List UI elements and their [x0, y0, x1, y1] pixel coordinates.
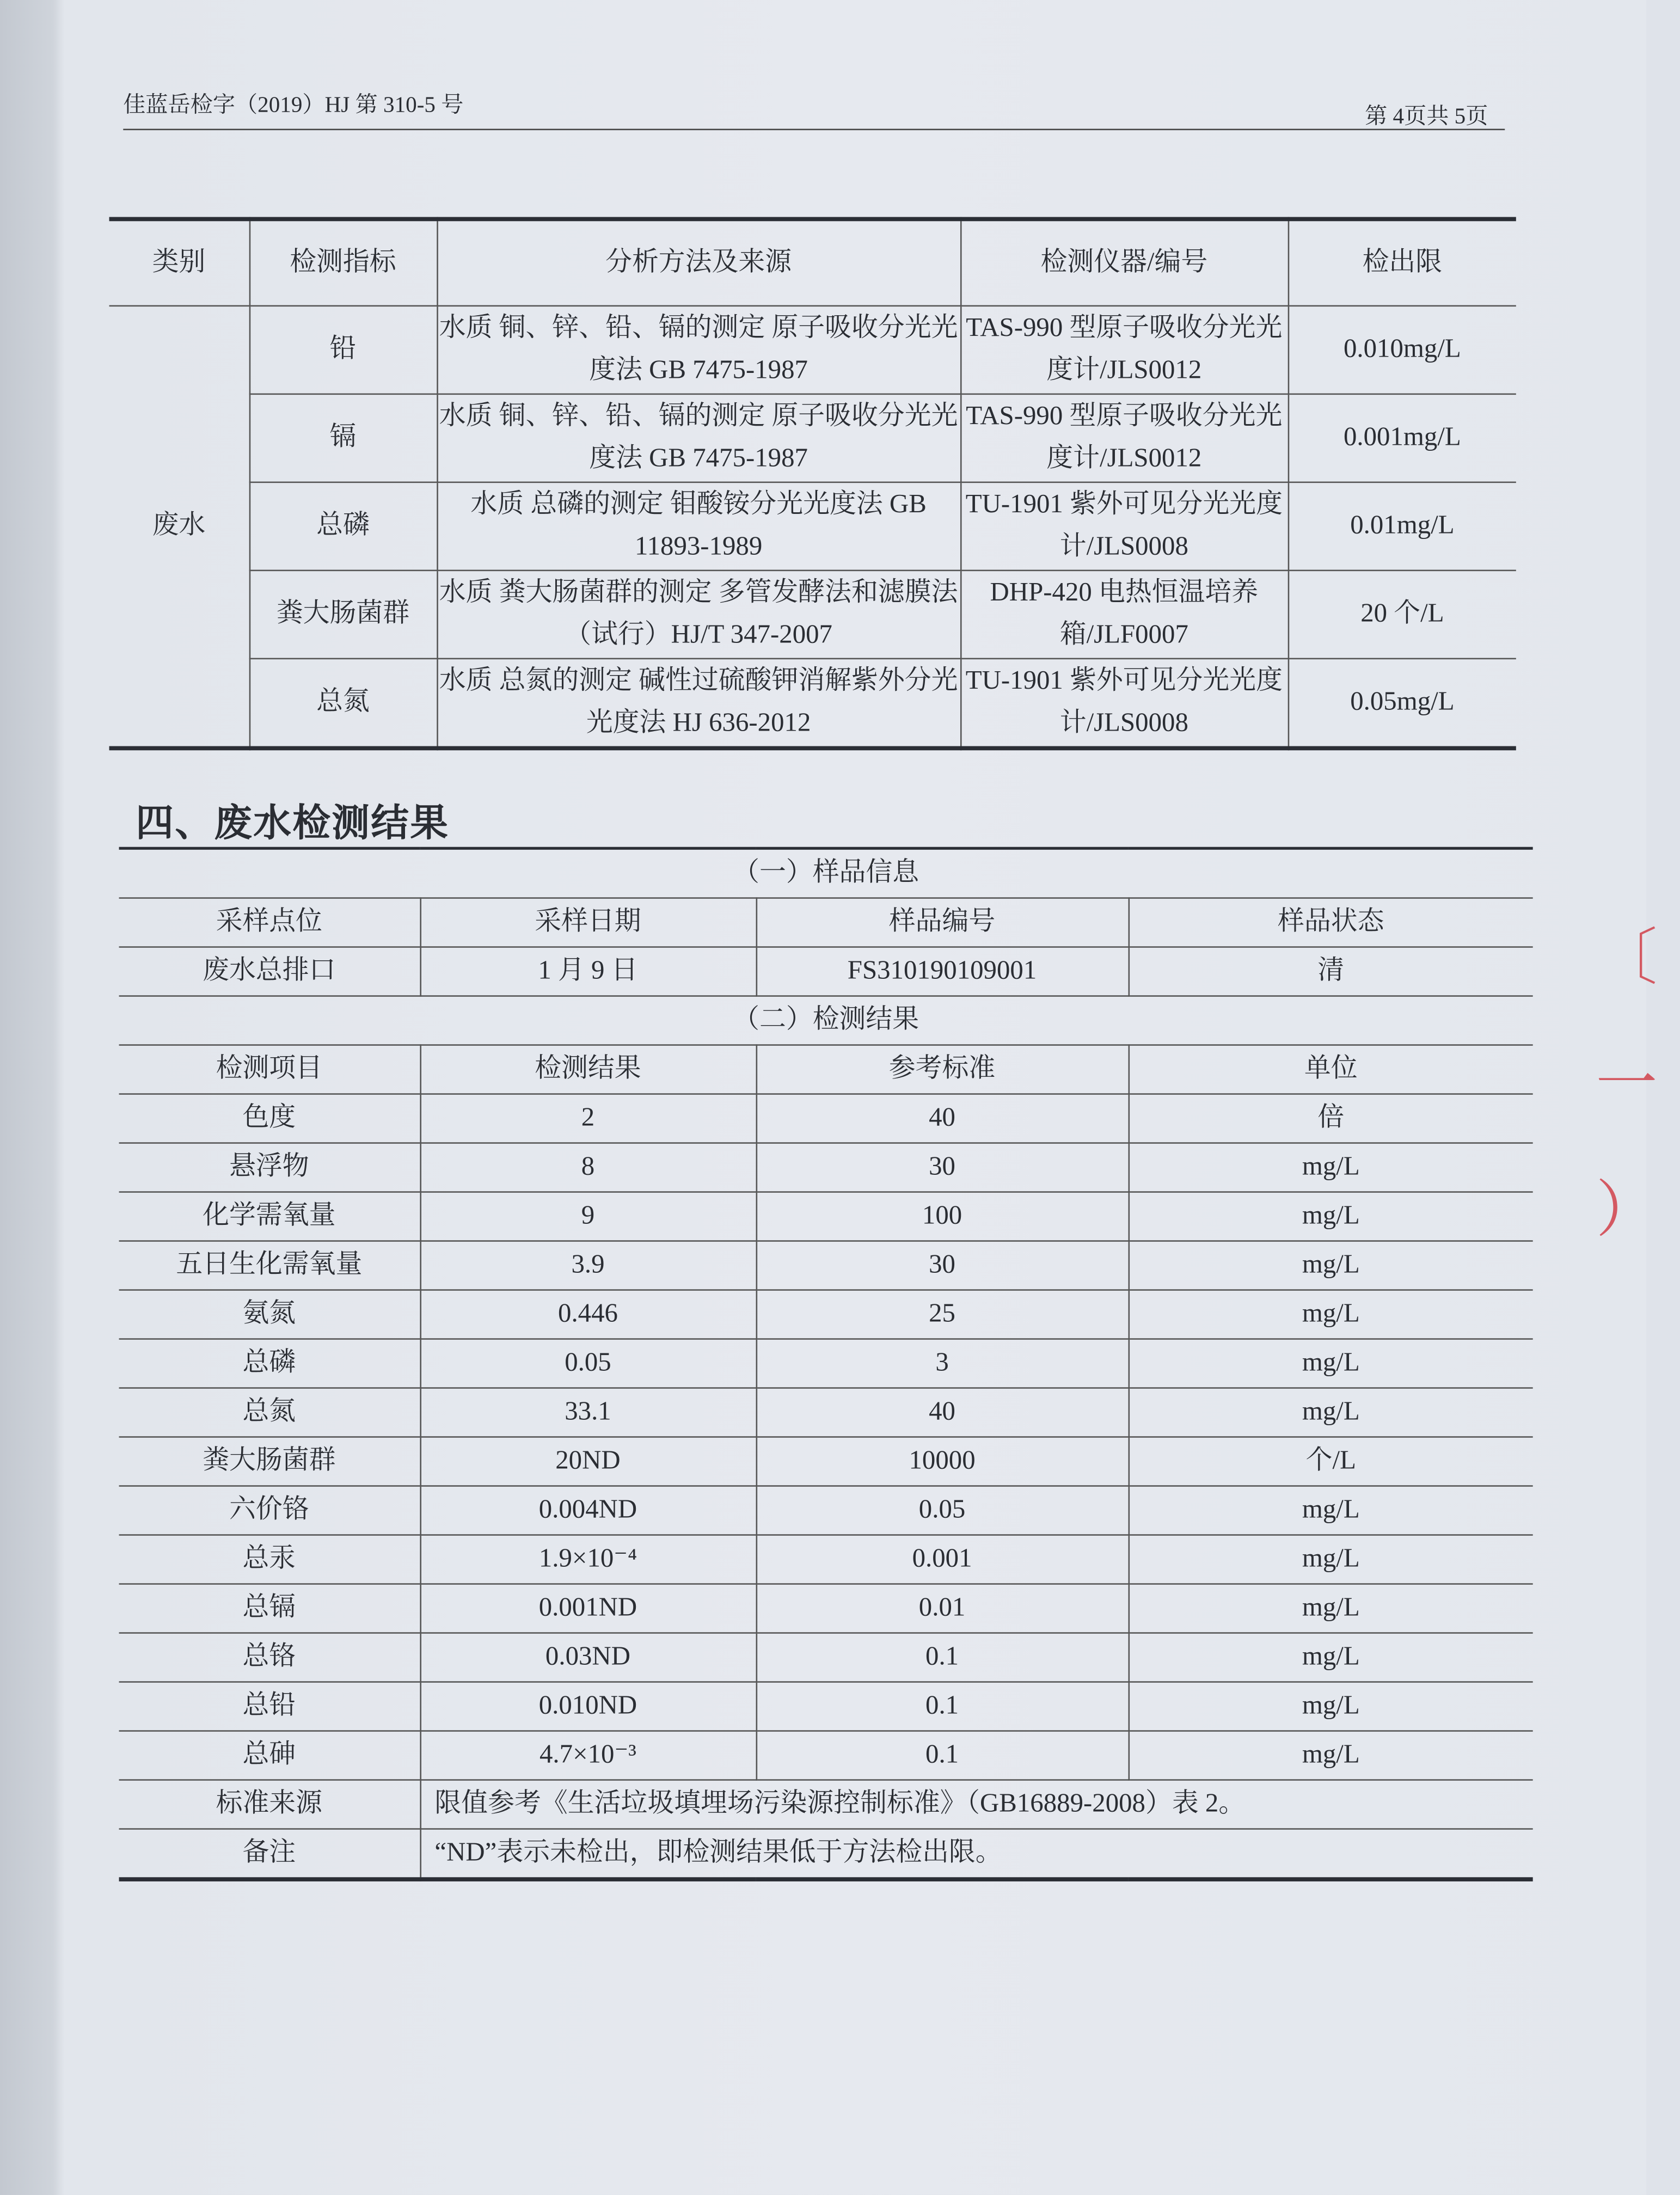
- header-cell: 样品状态: [1129, 898, 1533, 947]
- method-cell: 水质 粪大肠菌群的测定 多管发酵法和滤膜法（试行）HJ/T 347-2007: [437, 571, 960, 659]
- unit-cell: mg/L: [1129, 1290, 1533, 1339]
- item-cell: 粪大肠菌群: [249, 571, 437, 659]
- results-header-row: [119, 1045, 1533, 1094]
- table-row: [119, 1290, 1533, 1339]
- result-cell: 3.9: [420, 1241, 756, 1290]
- results-caption: （二）检测结果: [119, 996, 1533, 1045]
- item-cell: 总铬: [119, 1633, 420, 1682]
- unit-cell: mg/L: [1129, 1584, 1533, 1633]
- table-row: [119, 1633, 1533, 1682]
- methods-header-row: [109, 219, 1516, 305]
- limit-cell: 0.010mg/L: [1288, 306, 1516, 394]
- standard-row: [119, 1780, 1533, 1829]
- results-table: [119, 847, 1533, 1881]
- unit-cell: mg/L: [1129, 1633, 1533, 1682]
- instrument-cell: TU-1901 紫外可见分光光度计/JLS0008: [960, 659, 1288, 749]
- item-cell: 总磷: [119, 1339, 420, 1388]
- table-row: [119, 1535, 1533, 1584]
- result-cell: 0.004ND: [420, 1486, 756, 1535]
- instrument-cell: TAS-990 型原子吸收分光光度计/JLS0012: [960, 306, 1288, 394]
- result-cell: 8: [420, 1143, 756, 1192]
- section-title: 四、废水检测结果: [136, 802, 450, 846]
- table-row: [119, 1584, 1533, 1633]
- table-row: [119, 1731, 1533, 1780]
- unit-cell: mg/L: [1129, 1143, 1533, 1192]
- red-seal-stamp: 〔 一 ）: [1596, 924, 1658, 1244]
- item-cell: 总镉: [119, 1584, 420, 1633]
- header-cell: 检测结果: [420, 1045, 756, 1094]
- instrument-cell: TU-1901 紫外可见分光光度计/JLS0008: [960, 482, 1288, 571]
- methods-table: [109, 217, 1516, 751]
- header-cell: 样品编号: [756, 898, 1129, 947]
- table-row: [119, 1192, 1533, 1241]
- header-method: 分析方法及来源: [437, 219, 960, 305]
- sample-location: 废水总排口: [119, 947, 420, 996]
- result-cell: 0.05: [420, 1339, 756, 1388]
- unit-cell: mg/L: [1129, 1388, 1533, 1437]
- method-cell: 水质 总氮的测定 碱性过硫酸钾消解紫外分光光度法 HJ 636-2012: [437, 659, 960, 749]
- standard-label: 标准来源: [119, 1780, 420, 1829]
- method-cell: 水质 铜、锌、铅、镉的测定 原子吸收分光光度法 GB 7475-1987: [437, 394, 960, 482]
- sample-header-row: [119, 898, 1533, 947]
- standard-cell: 30: [756, 1241, 1129, 1290]
- header-cell: 单位: [1129, 1045, 1533, 1094]
- limit-cell: 20 个/L: [1288, 571, 1516, 659]
- unit-cell: mg/L: [1129, 1486, 1533, 1535]
- unit-cell: mg/L: [1129, 1731, 1533, 1780]
- table-row: [109, 482, 1516, 571]
- table-row: [109, 306, 1516, 394]
- table-row: [109, 571, 1516, 659]
- table-row: [109, 394, 1516, 482]
- header-divider: [123, 129, 1505, 131]
- result-cell: 2: [420, 1094, 756, 1143]
- standard-cell: 3: [756, 1339, 1129, 1388]
- item-cell: 总磷: [249, 482, 437, 571]
- standard-cell: 0.1: [756, 1633, 1129, 1682]
- table-row: [119, 1339, 1533, 1388]
- header-item: 检测指标: [249, 219, 437, 305]
- method-cell: 水质 铜、锌、铅、镉的测定 原子吸收分光光度法 GB 7475-1987: [437, 306, 960, 394]
- unit-cell: mg/L: [1129, 1241, 1533, 1290]
- unit-cell: 个/L: [1129, 1437, 1533, 1486]
- standard-cell: 0.001: [756, 1535, 1129, 1584]
- unit-cell: mg/L: [1129, 1192, 1533, 1241]
- result-cell: 20ND: [420, 1437, 756, 1486]
- header-cell: 检测项目: [119, 1045, 420, 1094]
- standard-cell: 40: [756, 1094, 1129, 1143]
- table-row: [119, 1437, 1533, 1486]
- standard-cell: 10000: [756, 1437, 1129, 1486]
- standard-cell: 0.05: [756, 1486, 1129, 1535]
- header-cell: 参考标准: [756, 1045, 1129, 1094]
- table-row: [109, 659, 1516, 749]
- sample-info-caption: （一）样品信息: [119, 848, 1533, 898]
- standard-text: 限值参考《生活垃圾填埋场污染源控制标准》（GB16889-2008）表 2。: [420, 1780, 1532, 1829]
- category-cell: 废水: [109, 306, 249, 749]
- header-cell: 采样点位: [119, 898, 420, 947]
- limit-cell: 0.05mg/L: [1288, 659, 1516, 749]
- item-cell: 铅: [249, 306, 437, 394]
- page-info: 第 4页共 5页: [1365, 105, 1488, 129]
- result-cell: 33.1: [420, 1388, 756, 1437]
- unit-cell: mg/L: [1129, 1682, 1533, 1731]
- standard-cell: 0.01: [756, 1584, 1129, 1633]
- header-instrument: 检测仪器/编号: [960, 219, 1288, 305]
- limit-cell: 0.01mg/L: [1288, 482, 1516, 571]
- instrument-cell: DHP-420 电热恒温培养箱/JLF0007: [960, 571, 1288, 659]
- result-cell: 1.9×10⁻⁴: [420, 1535, 756, 1584]
- standard-cell: 0.1: [756, 1731, 1129, 1780]
- note-row: [119, 1829, 1533, 1880]
- sample-date: 1 月 9 日: [420, 947, 756, 996]
- unit-cell: 倍: [1129, 1094, 1533, 1143]
- table-row: [119, 1094, 1533, 1143]
- standard-cell: 40: [756, 1388, 1129, 1437]
- item-cell: 六价铬: [119, 1486, 420, 1535]
- unit-cell: mg/L: [1129, 1339, 1533, 1388]
- note-label: 备注: [119, 1829, 420, 1880]
- results-caption-row: [119, 996, 1533, 1045]
- item-cell: 总氮: [119, 1388, 420, 1437]
- standard-cell: 25: [756, 1290, 1129, 1339]
- result-cell: 0.446: [420, 1290, 756, 1339]
- item-cell: 五日生化需氧量: [119, 1241, 420, 1290]
- header-cell: 采样日期: [420, 898, 756, 947]
- item-cell: 悬浮物: [119, 1143, 420, 1192]
- table-row: [119, 1682, 1533, 1731]
- item-cell: 总铅: [119, 1682, 420, 1731]
- result-cell: 0.03ND: [420, 1633, 756, 1682]
- table-row: [119, 1486, 1533, 1535]
- item-cell: 氨氮: [119, 1290, 420, 1339]
- table-row: [119, 1241, 1533, 1290]
- standard-cell: 30: [756, 1143, 1129, 1192]
- sample-id: FS310190109001: [756, 947, 1129, 996]
- sample-row: [119, 947, 1533, 996]
- standard-cell: 0.1: [756, 1682, 1129, 1731]
- document-number: 佳蓝岳检字（2019）HJ 第 310-5 号: [123, 94, 464, 118]
- table-row: [119, 1143, 1533, 1192]
- header-limit: 检出限: [1288, 219, 1516, 305]
- table-row: [119, 1388, 1533, 1437]
- item-cell: 总砷: [119, 1731, 420, 1780]
- sample-info-caption-row: [119, 848, 1533, 898]
- item-cell: 镉: [249, 394, 437, 482]
- method-cell: 水质 总磷的测定 钼酸铵分光光度法 GB 11893-1989: [437, 482, 960, 571]
- unit-cell: mg/L: [1129, 1535, 1533, 1584]
- item-cell: 总氮: [249, 659, 437, 749]
- result-cell: 0.010ND: [420, 1682, 756, 1731]
- instrument-cell: TAS-990 型原子吸收分光光度计/JLS0012: [960, 394, 1288, 482]
- note-text: “ND”表示未检出，即检测结果低于方法检出限。: [420, 1829, 1532, 1880]
- result-cell: 9: [420, 1192, 756, 1241]
- limit-cell: 0.001mg/L: [1288, 394, 1516, 482]
- item-cell: 色度: [119, 1094, 420, 1143]
- item-cell: 总汞: [119, 1535, 420, 1584]
- result-cell: 4.7×10⁻³: [420, 1731, 756, 1780]
- sample-state: 清: [1129, 947, 1533, 996]
- header-category: 类别: [109, 219, 249, 305]
- standard-cell: 100: [756, 1192, 1129, 1241]
- item-cell: 粪大肠菌群: [119, 1437, 420, 1486]
- result-cell: 0.001ND: [420, 1584, 756, 1633]
- item-cell: 化学需氧量: [119, 1192, 420, 1241]
